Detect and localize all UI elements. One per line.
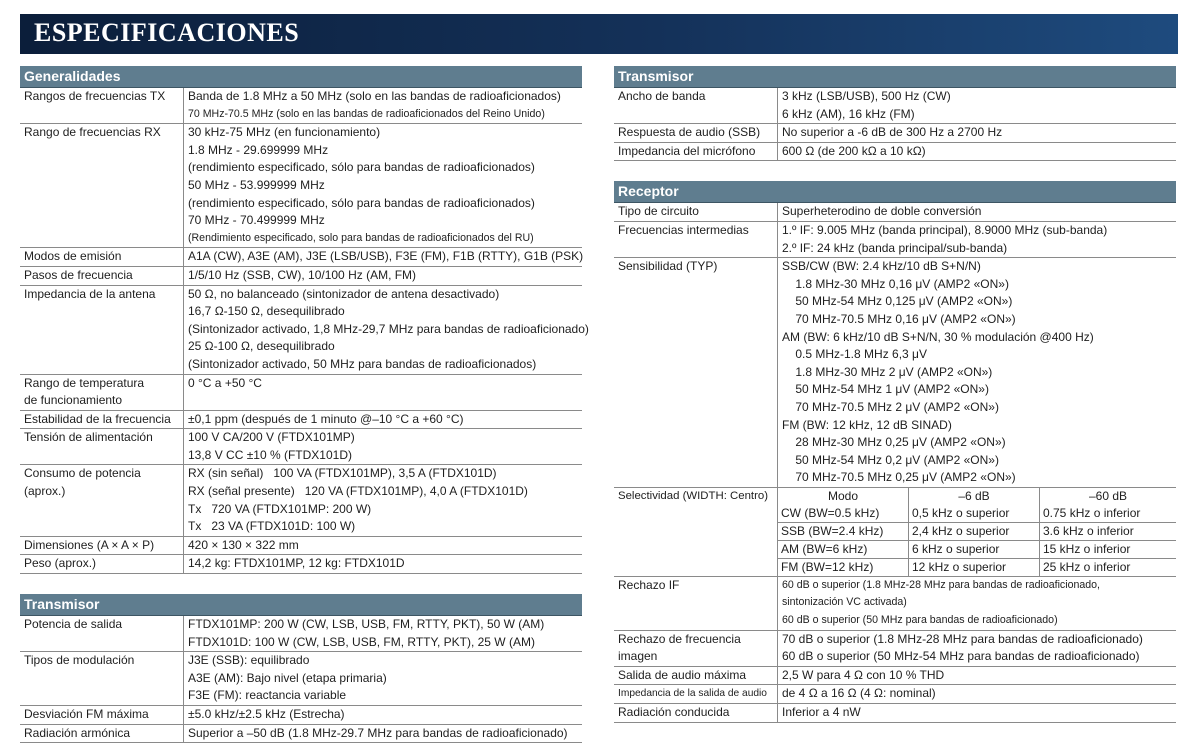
right-column: [614, 66, 1176, 723]
table-cell: 15 kHz o inferior: [1040, 540, 1177, 558]
spec-value-line: 30 kHz-75 MHz (en funcionamiento): [188, 125, 381, 140]
table-cell: 0,5 kHz o superior: [909, 505, 1040, 523]
spec-row-selectividad: [614, 488, 1176, 577]
spec-label-line: Consumo de potencia: [24, 466, 141, 481]
section-header: Transmisor: [20, 594, 582, 616]
spec-label-line: Rechazo de frecuencia: [618, 631, 741, 646]
spec-value-line: 0 °C a +50 °C: [188, 375, 262, 390]
spec-value-line: 16,7 Ω-150 Ω, desequilibrado: [188, 304, 345, 319]
spec-value-line: 25 Ω-100 Ω, desequilibrado: [188, 339, 335, 354]
spec-value-line: RX (sin señal) 100 VA (FTDX101MP), 3,5 A (FTDX101D): [188, 466, 497, 481]
spec-label: [614, 631, 778, 666]
spec-value-line: 50 MHz-54 MHz 0,2 μV (AMP2 «ON»): [782, 452, 999, 467]
spec-values: [184, 555, 582, 573]
section-transmisor-right: [614, 66, 1176, 161]
spec-values: [778, 577, 1176, 630]
spec-values: [778, 143, 1176, 161]
spec-row: [20, 725, 582, 744]
spec-values: [184, 267, 582, 285]
spec-label-line: Impedancia de la antena: [24, 286, 156, 301]
spec-row: [20, 555, 582, 574]
spec-label: [20, 429, 184, 464]
spec-value-line: No superior a -6 dB de 300 Hz a 2700 Hz: [782, 125, 1003, 140]
table-cell: SSB (BW=2.4 kHz): [778, 522, 909, 540]
table-cell: 6 kHz o superior: [909, 540, 1040, 558]
spec-row: [614, 577, 1176, 631]
selectivity-table-wrap: [778, 488, 1176, 576]
spec-value-line: 60 dB o superior (1.8 MHz-28 MHz para bandas de radioaficionado,: [782, 578, 1100, 591]
spec-row: [20, 465, 582, 536]
spec-value-line: Superheterodino de doble conversión: [782, 204, 982, 219]
spec-label: [614, 203, 778, 221]
spec-value-line: Superior a –50 dB (1.8 MHz-29.7 MHz para bandas de radioaficionado): [188, 725, 568, 740]
spec-row: [614, 88, 1176, 124]
spec-values: [778, 685, 1176, 703]
spec-value-line: 2,5 W para 4 Ω con 10 % THD: [782, 667, 945, 682]
spec-label-line: Peso (aprox.): [24, 556, 97, 571]
spec-value-line: (Sintonizador activado, 50 MHz para bandas de radioaficionados): [188, 356, 537, 371]
spec-row: [20, 286, 589, 375]
spec-values: [184, 124, 582, 247]
table-header-cell: –6 dB: [909, 488, 1040, 505]
spec-value-line: 600 Ω (de 200 kΩ a 10 kΩ): [782, 143, 926, 158]
spec-row: [20, 429, 582, 465]
section-transmisor: [20, 594, 582, 743]
spec-row: [614, 143, 1176, 162]
spec-values: [184, 706, 582, 724]
spec-label-line: Rechazo IF: [618, 577, 680, 592]
table-header-cell: –60 dB: [1040, 488, 1177, 505]
table-cell: 2,4 kHz o superior: [909, 522, 1040, 540]
spec-label-line: Frecuencias intermedias: [618, 222, 749, 237]
spec-label: [614, 704, 778, 722]
spec-row: [20, 411, 582, 430]
spec-value-line: 70 MHz-70.5 MHz 0,16 μV (AMP2 «ON»): [782, 311, 1016, 326]
header-banner: [20, 14, 1178, 54]
spec-rows: [614, 203, 1176, 488]
spec-value-line: 6 kHz (AM), 16 kHz (FM): [782, 106, 915, 121]
spec-value-line: 100 V CA/200 V (FTDX101MP): [188, 430, 355, 445]
spec-value-line: 1.º IF: 9.005 MHz (banda principal), 8.9000 MHz (sub-banda): [782, 222, 1108, 237]
table-cell: FM (BW=12 kHz): [781, 559, 874, 574]
spec-values: [778, 88, 1176, 123]
spec-value-line: 2.º IF: 24 kHz (banda principal/sub-banda): [782, 240, 1008, 255]
section-header: Receptor: [614, 181, 1176, 203]
spec-row: [614, 258, 1176, 488]
spec-label: [20, 555, 184, 573]
spec-label: [20, 616, 184, 651]
spec-value-line: (rendimiento especificado, sólo para bandas de radioaficionados): [188, 160, 535, 175]
spec-values: [184, 411, 582, 429]
spec-row: [614, 203, 1176, 222]
spec-label-line: imagen: [618, 649, 658, 664]
selectivity-table: [778, 488, 1176, 576]
spec-label: [20, 706, 184, 724]
spec-value-line: Banda de 1.8 MHz a 50 MHz (solo en las bandas de radioaficionados): [188, 89, 561, 103]
spec-value-line: 70 MHz-70.5 MHz (solo en las bandas de radioaficionados del Reino Unido): [188, 107, 545, 120]
spec-value-line: 60 dB o superior (50 MHz para bandas de radioaficionado): [782, 614, 1058, 627]
section-header: Transmisor: [614, 66, 1176, 88]
spec-values: [778, 631, 1176, 666]
spec-value-line: FTDX101D: 100 W (CW, LSB, USB, FM, RTTY, PKT), 25 W (AM): [188, 634, 535, 649]
spec-values: [184, 286, 589, 374]
spec-value-line: 70 MHz-70.5 MHz 2 μV (AMP2 «ON»): [782, 399, 999, 414]
spec-row: [20, 248, 582, 267]
spec-values: [778, 258, 1176, 487]
spec-values: [184, 537, 582, 555]
spec-value-line: ±0,1 ppm (después de 1 minuto @–10 °C a +60 °C): [188, 411, 464, 426]
spec-value-line: 70 dB o superior (1.8 MHz-28 MHz para bandas de radioaficionado): [782, 631, 1143, 646]
spec-value-line: 28 MHz-30 MHz 0,25 μV (AMP2 «ON»): [782, 435, 1006, 450]
spec-values: [184, 652, 582, 705]
spec-label-line: Tensión de alimentación: [24, 430, 153, 445]
spec-label: [614, 222, 778, 257]
spec-values: [778, 203, 1176, 221]
spec-label: [614, 88, 778, 123]
spec-values: [778, 124, 1176, 142]
table-row: [778, 540, 1176, 558]
spec-label-line: Estabilidad de la frecuencia: [24, 411, 171, 426]
spec-values: [184, 616, 582, 651]
spec-value-line: (rendimiento especificado, sólo para bandas de radioaficionados): [188, 195, 535, 210]
spec-label-line: Tipo de circuito: [618, 204, 699, 219]
spec-label-line: Impedancia del micrófono: [618, 143, 756, 158]
spec-value-line: ±5.0 kHz/±2.5 kHz (Estrecha): [188, 707, 345, 721]
spec-value-line: 1/5/10 Hz (SSB, CW), 10/100 Hz (AM, FM): [188, 267, 417, 282]
spec-value-line: 3 kHz (LSB/USB), 500 Hz (CW): [782, 89, 951, 103]
spec-label: [20, 286, 184, 374]
spec-label: [20, 124, 184, 247]
spec-label-line: Potencia de salida: [24, 617, 123, 632]
section-header: Generalidades: [20, 66, 582, 88]
spec-row: [20, 267, 582, 286]
spec-value-line: 420 × 130 × 322 mm: [188, 537, 299, 552]
spec-label-line: Impedancia de la salida de audio: [618, 688, 767, 700]
spec-value-line: SSB/CW (BW: 2.4 kHz/10 dB S+N/N): [782, 259, 981, 274]
spec-value-line: 50 Ω, no balanceado (sintonizador de antena desactivado): [188, 286, 500, 301]
spec-values: [184, 88, 582, 123]
spacer: [20, 574, 582, 594]
table-cell: 0.75 kHz o inferior: [1040, 505, 1177, 523]
spec-row: [20, 652, 582, 706]
spec-value-line: AM (BW: 6 kHz/10 dB S+N/N, 30 % modulación @400 Hz): [782, 329, 1094, 344]
spacer: [614, 161, 1176, 181]
spec-row: [20, 706, 582, 725]
spec-rows: [20, 616, 582, 743]
spec-value-line: 50 MHz-54 MHz 1 μV (AMP2 «ON»): [782, 382, 989, 397]
spec-value-line: de 4 Ω a 16 Ω (4 Ω: nominal): [782, 686, 936, 701]
section-generalidades: [20, 66, 589, 574]
spec-value-line: Inferior a 4 nW: [782, 705, 861, 720]
spec-label-line: Dimensiones (A × A × P): [24, 537, 155, 552]
spec-label: [20, 537, 184, 555]
spec-row: [20, 537, 582, 556]
left-column: [20, 66, 589, 743]
spec-values: [184, 248, 583, 266]
spec-value-line: 1.8 MHz-30 MHz 2 μV (AMP2 «ON»): [782, 364, 993, 379]
spec-rows: [614, 577, 1176, 723]
spec-label-line: Ancho de banda: [618, 89, 706, 103]
spec-label: [20, 248, 184, 266]
spec-row: [614, 685, 1176, 704]
spec-value-line: A3E (AM): Bajo nivel (etapa primaria): [188, 670, 387, 685]
spec-values: [778, 667, 1176, 685]
section-receptor: [614, 181, 1176, 722]
spec-row: [614, 631, 1176, 667]
spec-label-line: Sensibilidad (TYP): [618, 259, 718, 274]
table-cell: 12 kHz o superior: [909, 558, 1040, 576]
table-cell: CW (BW=0.5 kHz): [778, 505, 909, 523]
spec-label-line: Rango de frecuencias RX: [24, 125, 161, 140]
spec-label: [20, 652, 184, 705]
spec-value-line: (Sintonizador activado, 1,8 MHz-29,7 MHz para bandas de radioaficionado): [188, 321, 589, 336]
spec-values: [184, 465, 582, 535]
spec-label: [20, 267, 184, 285]
spec-row: [614, 124, 1176, 143]
spec-value-line: A1A (CW), A3E (AM), J3E (LSB/USB), F3E (FM), F1B (RTTY), G1B (PSK): [188, 249, 584, 264]
spec-row: [20, 88, 582, 124]
spec-value-line: 13,8 V CC ±10 % (FTDX101D): [188, 447, 352, 462]
table-header-cell: Modo: [827, 488, 859, 503]
spec-label-line: Pasos de frecuencia: [24, 267, 133, 282]
spec-values: [184, 429, 582, 464]
table-row: [778, 505, 1176, 523]
spec-label: [20, 465, 184, 535]
spec-label: [614, 143, 778, 161]
spec-label: Selectividad (WIDTH: Centro): [614, 488, 778, 576]
spec-label-line: Modos de emisión: [24, 249, 122, 264]
spec-values: [778, 222, 1176, 257]
table-cell: 25 kHz o inferior: [1040, 558, 1177, 576]
spec-value-line: 70 MHz - 70.499999 MHz: [188, 213, 325, 228]
spec-value-line: 14,2 kg: FTDX101MP, 12 kg: FTDX101D: [188, 556, 405, 571]
spec-value-line: 0.5 MHz-1.8 MHz 6,3 μV: [782, 347, 927, 362]
spec-value-line: Tx 720 VA (FTDX101MP: 200 W): [188, 501, 372, 516]
spec-rows: [20, 88, 589, 574]
page-title: ESPECIFICACIONES: [34, 18, 300, 47]
spec-label-line: Radiación armónica: [24, 725, 131, 740]
spec-label-line: Tipos de modulación: [24, 653, 135, 668]
spec-label-line: Desviación FM máxima: [24, 707, 149, 721]
spec-values: [778, 704, 1176, 722]
spec-value-line: FTDX101MP: 200 W (CW, LSB, USB, FM, RTTY, PKT), 50 W (AM): [188, 617, 545, 632]
spec-values: [184, 375, 582, 410]
spec-value-line: 1.8 MHz - 29.699999 MHz: [188, 142, 329, 157]
spec-label-line: Radiación conducida: [618, 705, 730, 720]
spec-label-line: Salida de audio máxima: [618, 667, 747, 682]
spec-label: [614, 685, 778, 703]
spec-label: [614, 577, 778, 630]
spec-label-line: Rango de temperatura: [24, 375, 145, 390]
spec-value-line: F3E (FM): reactancia variable: [188, 688, 347, 703]
table-row: [778, 522, 1176, 540]
spec-value-line: 70 MHz-70.5 MHz 0,25 μV (AMP2 «ON»): [782, 470, 1016, 485]
spec-value-line: J3E (SSB): equilibrado: [188, 653, 310, 668]
spec-value-line: 60 dB o superior (50 MHz-54 MHz para bandas de radioaficionado): [782, 649, 1140, 664]
spec-value-line: RX (señal presente) 120 VA (FTDX101MP), 4,0 A (FTDX101D): [188, 484, 528, 499]
table-row: [778, 558, 1176, 576]
spec-values: [184, 725, 582, 743]
table-header-row: [778, 488, 1176, 505]
spec-row: [20, 124, 582, 248]
spec-label: [614, 258, 778, 487]
spec-row: [20, 616, 582, 652]
spec-row: [20, 375, 582, 411]
spec-value-line: Tx 23 VA (FTDX101D: 100 W): [188, 519, 356, 534]
spec-label-line: Respuesta de audio (SSB): [618, 125, 761, 140]
spec-value-line: 50 MHz-54 MHz 0,125 μV (AMP2 «ON»): [782, 294, 1013, 309]
spec-label: [20, 411, 184, 429]
spec-rows: [614, 88, 1176, 161]
spec-row: [614, 222, 1176, 258]
spec-label-line: (aprox.): [24, 484, 66, 499]
spec-value-line: (Rendimiento especificado, solo para bandas de radioaficionados del RU): [188, 231, 534, 244]
spec-value-line: 1.8 MHz-30 MHz 0,16 μV (AMP2 «ON»): [782, 276, 1009, 291]
spec-value-line: FM (BW: 12 kHz, 12 dB SINAD): [782, 417, 952, 432]
spec-label: [614, 124, 778, 142]
spec-label: [614, 667, 778, 685]
spec-row: [614, 704, 1176, 723]
spec-label-line: Rangos de frecuencias TX: [24, 89, 166, 103]
table-cell: AM (BW=6 kHz): [778, 540, 909, 558]
table-cell: 3.6 kHz o inferior: [1040, 522, 1177, 540]
spec-value-line: sintonización VC activada): [782, 596, 907, 609]
spec-value-line: 50 MHz - 53.999999 MHz: [188, 177, 325, 192]
selectivity-body: [778, 505, 1176, 576]
spec-label-line: de funcionamiento: [24, 393, 123, 408]
spec-label: [20, 375, 184, 410]
spec-label: [20, 725, 184, 743]
spec-label: [20, 88, 184, 123]
spec-row: [614, 667, 1176, 686]
